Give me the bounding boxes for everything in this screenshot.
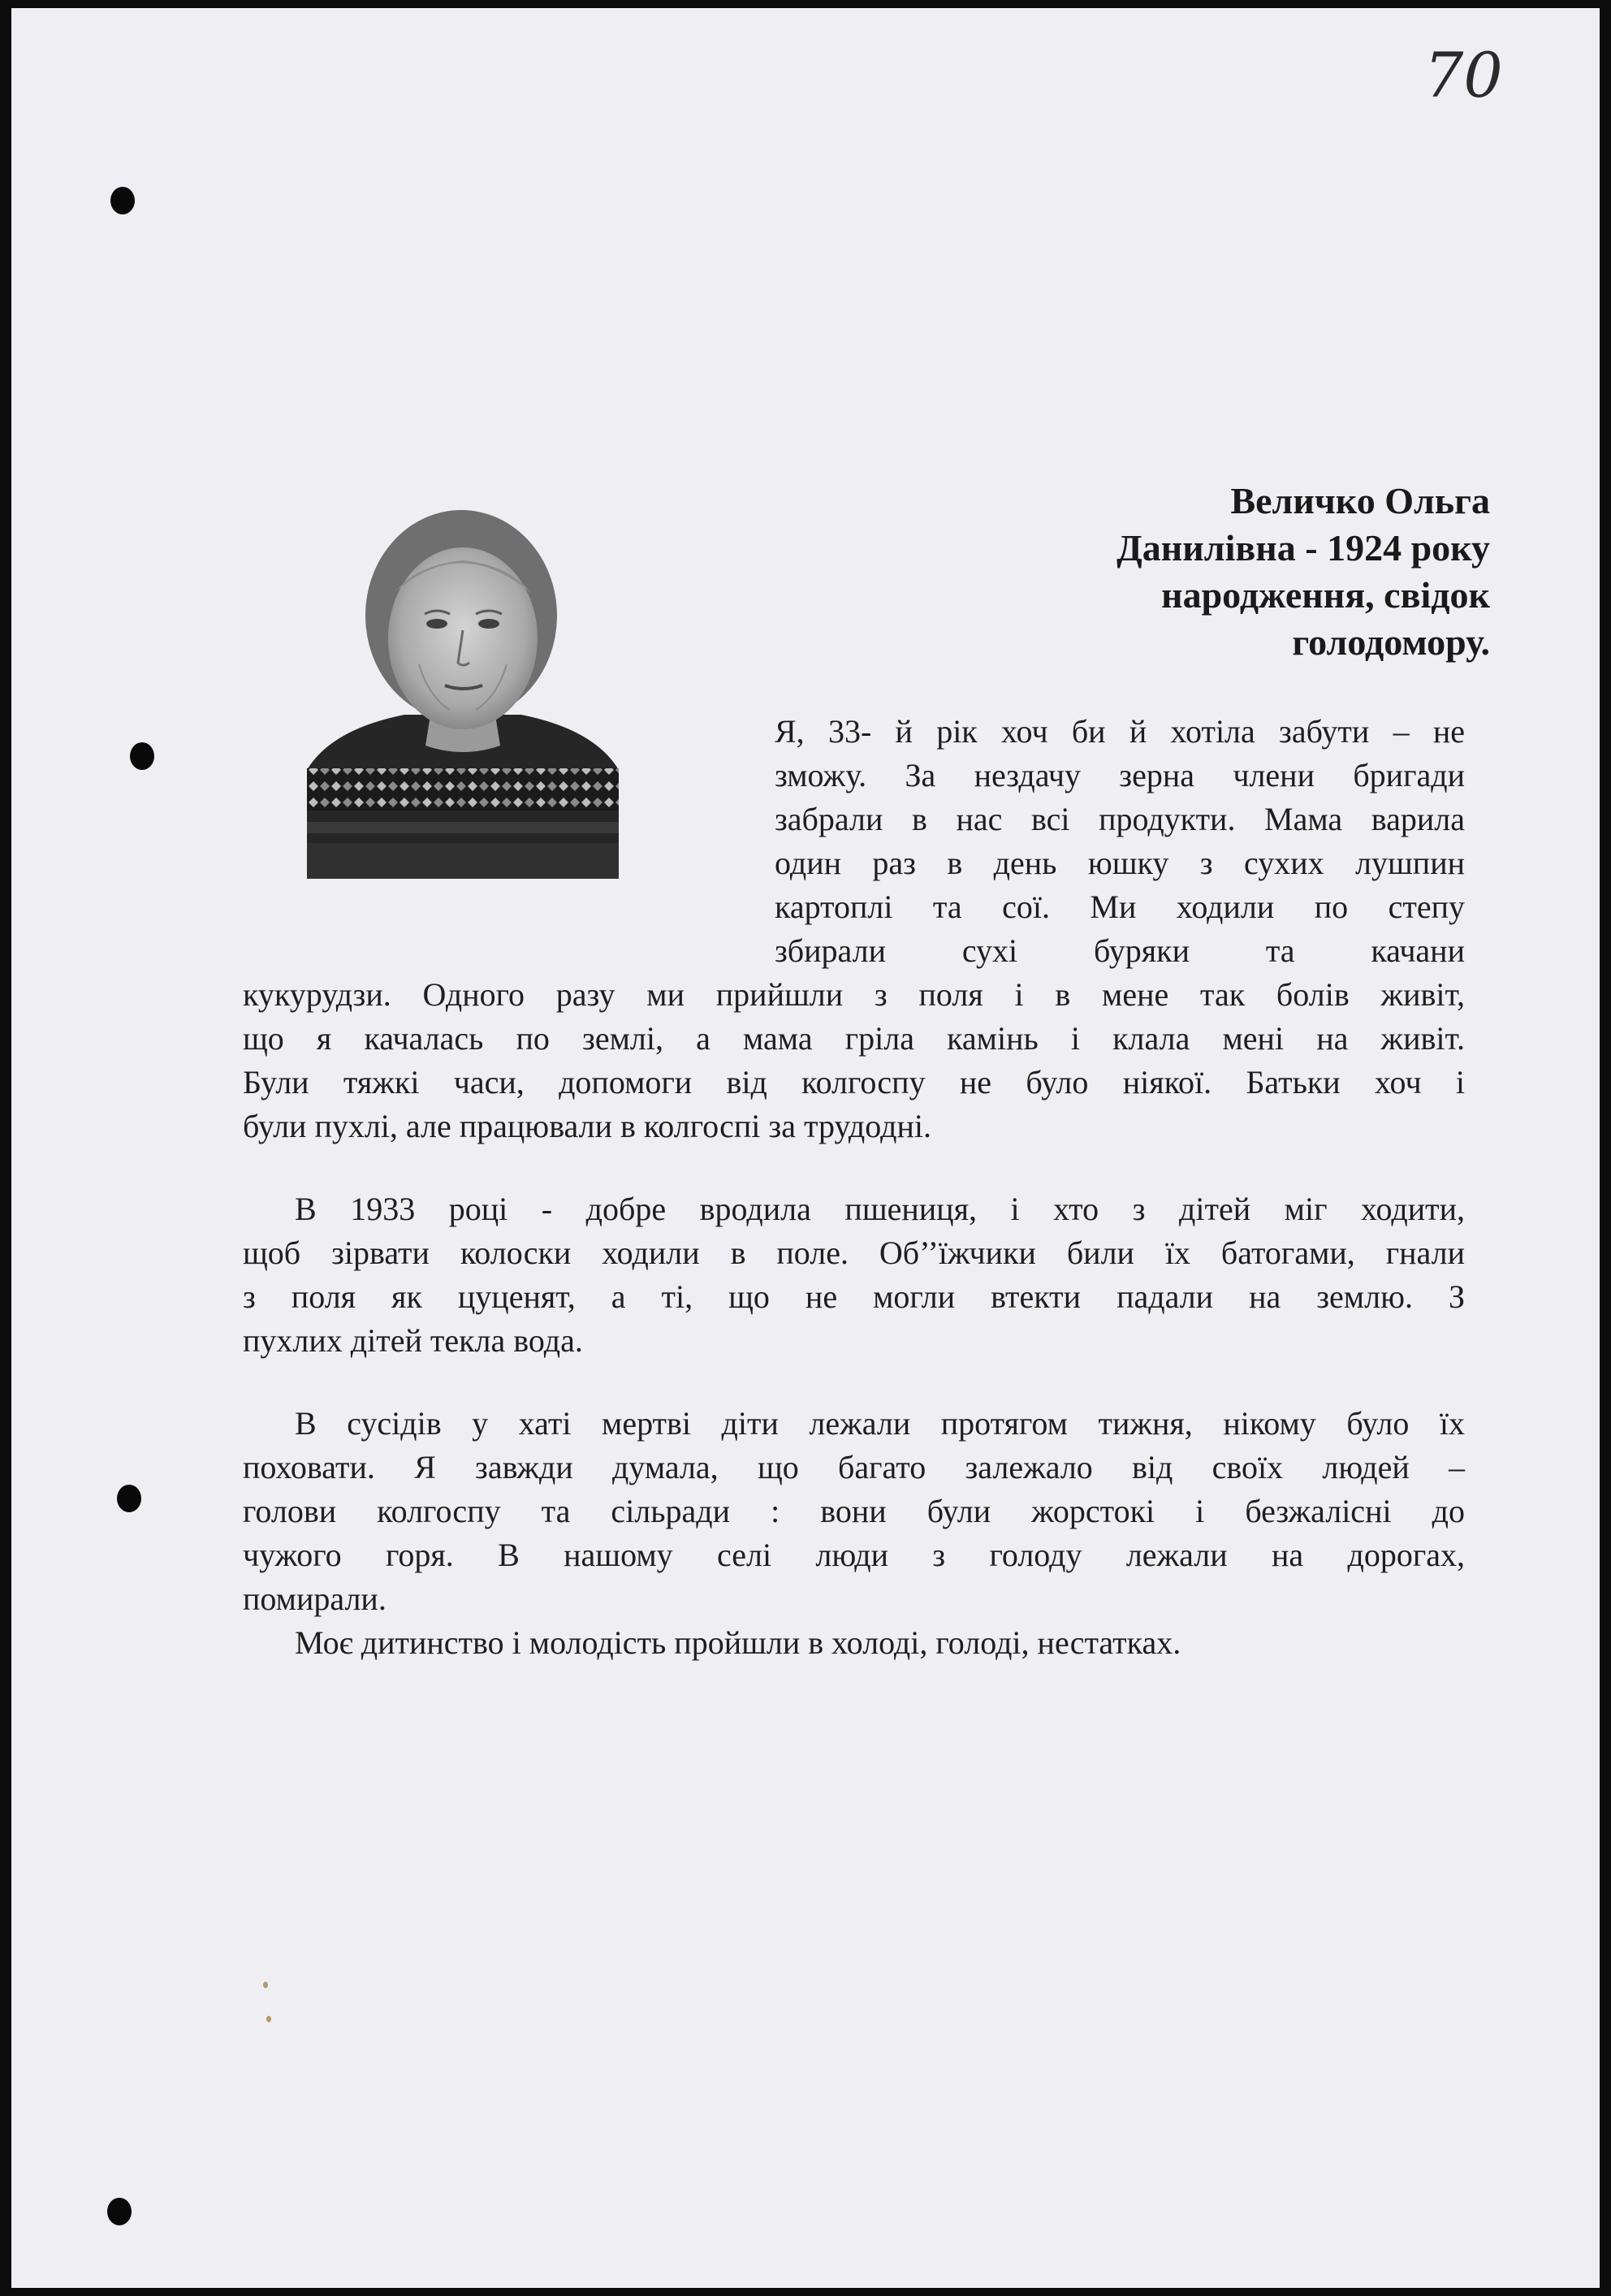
paragraph-4 <box>295 1621 1465 1665</box>
text-line: збирали сухі буряки та качани <box>775 932 1465 969</box>
document-page <box>11 8 1600 2288</box>
heading-line: Данилівна - 1924 року <box>1116 527 1490 569</box>
text-line: що я качалась по землі, а мама гріла камінь і клала мені на живіт. <box>243 1020 1465 1057</box>
text-line: В 1933 році - добре вродила пшениця, і хто з дітей міг ходити, <box>295 1191 1465 1227</box>
text-line: один раз в день юшку з сухих лушпин <box>775 845 1465 881</box>
text-line: чужого горя. В нашому селі люди з голоду лежали на дорогах, <box>243 1537 1465 1573</box>
punch-hole-4 <box>107 2198 132 2225</box>
text-line: з поля як цуценят, а ті, що не могли втекти падали на землю. З <box>243 1278 1465 1315</box>
portrait-photo <box>307 502 619 879</box>
text-line: зможу. За нездачу зерна члени бригади <box>775 757 1465 793</box>
heading-line: Величко Ольга <box>1230 480 1490 521</box>
portrait-image <box>307 502 619 879</box>
text-line: були пухлі, але працювали в колгоспі за трудодні. <box>243 1108 931 1144</box>
text-line: забрали в нас всі продукти. Мама варила <box>775 801 1465 837</box>
text-line: пухлих дітей текла вода. <box>243 1322 583 1359</box>
witness-heading <box>905 478 1490 666</box>
paragraph-1-wrapped <box>775 710 1465 973</box>
punch-hole-2 <box>130 742 154 770</box>
text-line: Були тяжкі часи, допомоги від колгоспу не було ніякої. Батьки хоч і <box>243 1064 1465 1100</box>
heading-line: народження, свідок <box>1161 574 1490 616</box>
text-line: поховати. Я завжди думала, що багато залежало від своїх людей – <box>243 1449 1465 1485</box>
text-line: картоплі та сої. Ми ходили по степу <box>775 889 1465 925</box>
text-line: В сусідів у хаті мертві діти лежали протягом тижня, нікому було їх <box>295 1405 1465 1442</box>
text-line: Я, 33- й рік хоч би й хотіла забути – не <box>775 713 1465 750</box>
text-line: помирали. <box>243 1580 387 1617</box>
paragraph-1-full <box>243 973 1465 1148</box>
page-number: 70 <box>1424 39 1503 111</box>
paragraph-2 <box>243 1187 1465 1363</box>
paragraph-3 <box>243 1402 1465 1621</box>
paper-speck-1 <box>263 1982 268 1988</box>
text-line: голови колгоспу та сільради : вони були жорстокі і безжалісні до <box>243 1493 1465 1529</box>
text-line: кукурудзи. Одного разу ми прийшли з поля і в мене так болів живіт, <box>243 976 1465 1013</box>
punch-hole-1 <box>110 187 135 214</box>
paper-speck-2 <box>266 2016 271 2022</box>
heading-line: голодомору. <box>1292 621 1490 663</box>
text-line: щоб зірвати колоски ходили в поле. Об’’їжчики били їх батогами, гнали <box>243 1234 1465 1271</box>
punch-hole-3 <box>117 1485 141 1512</box>
text-line: Моє дитинство і молодість пройшли в холоді, голоді, нестатках. <box>295 1624 1181 1661</box>
